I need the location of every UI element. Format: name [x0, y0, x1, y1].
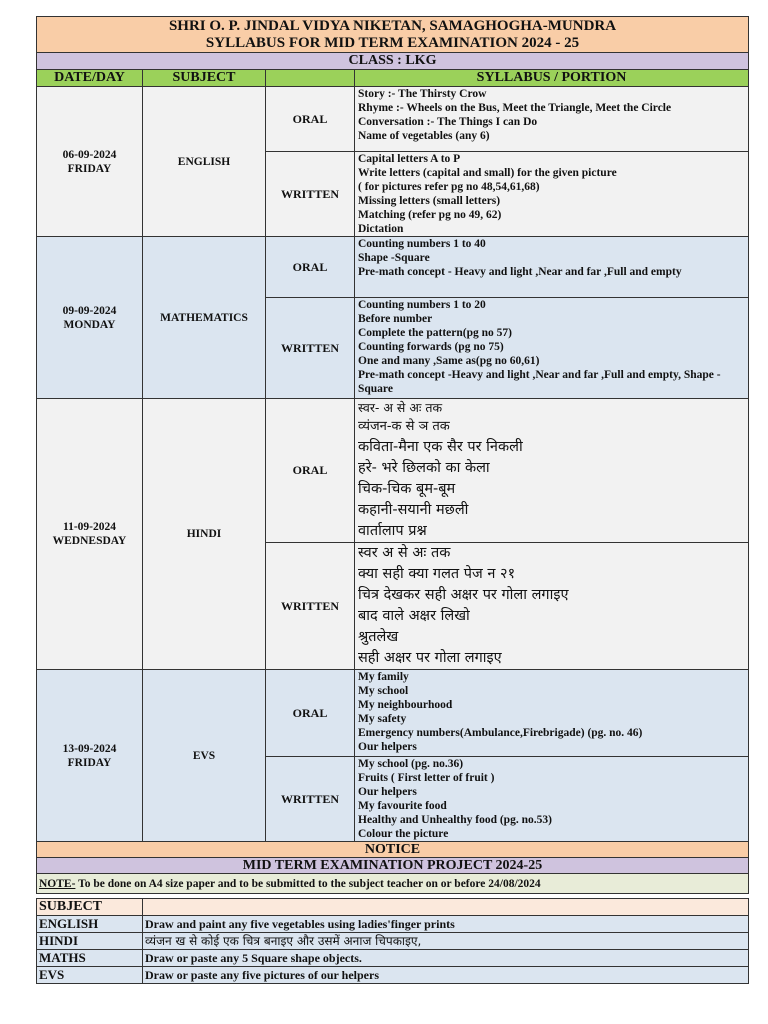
exam-date-cell — [37, 87, 143, 237]
oral-syllabus — [355, 87, 749, 152]
syllabus-line: हरे- भरे छिलको का केला — [358, 460, 490, 476]
syllabus-line: Pre-math concept -Heavy and light ,Near and far ,Full and empty, Shape -Square — [358, 369, 721, 395]
syllabus-line: बाद वाले अक्षर लिखो — [358, 608, 470, 624]
syllabus-line: Fruits ( First letter of fruit ) — [358, 772, 495, 784]
syllabus-sheet — [36, 16, 748, 984]
school-name: SHRI O. P. JINDAL VIDYA NIKETAN, SAMAGHOGHA-MUNDRA — [168, 17, 617, 34]
exam-row-maths-oral — [37, 237, 749, 298]
syllabus-line: Colour the picture — [358, 828, 449, 840]
syllabus-line: स्वर अ से अः तक — [358, 545, 451, 561]
syllabus-line: कविता-मैना एक सैर पर निकली — [358, 439, 523, 455]
syllabus-line: Before number — [358, 313, 433, 325]
syllabus-line: My neighbourhood — [358, 699, 453, 711]
syllabus-line: Name of vegetables (any 6) — [358, 130, 490, 142]
syllabus-line: My safety — [358, 713, 407, 725]
oral-syllabus — [355, 670, 749, 757]
syllabus-line: Rhyme :- Wheels on the Bus, Meet the Triangle, Meet the Circle — [358, 102, 672, 114]
written-label: WRITTEN — [266, 757, 355, 842]
exam-subject: EVS — [143, 670, 266, 842]
exam-subject: ENGLISH — [143, 87, 266, 237]
syllabus-line: Dictation — [358, 223, 404, 235]
syllabus-line: Counting numbers 1 to 40 — [358, 238, 486, 250]
project-subject: EVS — [37, 967, 143, 984]
syllabus-line: ( for pictures refer pg no 48,54,61,68) — [358, 181, 540, 193]
written-syllabus — [355, 298, 749, 399]
exam-day: WEDNESDAY — [52, 535, 127, 547]
exam-date: 09-09-2024 — [62, 304, 117, 317]
oral-label: ORAL — [266, 87, 355, 152]
syllabus-line: Our helpers — [358, 786, 417, 798]
project-subject: HINDI — [37, 933, 143, 950]
oral-syllabus — [355, 399, 749, 543]
syllabus-line: Story :- The Thirsty Crow — [358, 88, 487, 100]
project-table — [36, 898, 749, 984]
written-syllabus — [355, 152, 749, 237]
exam-date: 06-09-2024 — [62, 148, 117, 161]
date-column-header: DATE/DAY — [37, 70, 143, 87]
project-title: MID TERM EXAMINATION PROJECT 2024-25 — [37, 858, 749, 874]
syllabus-line: स्वर- अ से अः तक — [358, 400, 443, 415]
syllabus-table — [36, 16, 749, 894]
exam-day: FRIDAY — [67, 162, 112, 175]
syllabus-line: My school — [358, 685, 409, 697]
oral-label: ORAL — [266, 237, 355, 298]
project-task: व्यंजन ख से कोई एक चित्र बनाइए और उसमें अनाज चिपकाइए, — [143, 933, 749, 950]
type-column-header — [266, 70, 355, 87]
syllabus-line: My favourite food — [358, 800, 447, 812]
exam-row-evs-oral — [37, 670, 749, 757]
project-note — [37, 874, 749, 894]
syllabus-line: Matching (refer pg no 49, 62) — [358, 209, 502, 221]
syllabus-line: Counting forwards (pg no 75) — [358, 341, 504, 353]
exam-day: FRIDAY — [67, 756, 112, 769]
exam-date-cell — [37, 399, 143, 670]
exam-row-hindi-oral — [37, 399, 749, 543]
syllabus-line: Counting numbers 1 to 20 — [358, 299, 486, 311]
notice-heading: NOTICE — [37, 842, 749, 858]
project-subject-header: SUBJECT — [37, 899, 143, 916]
oral-syllabus — [355, 237, 749, 298]
syllabus-line: श्रुतलेख — [358, 629, 399, 645]
syllabus-line: Healthy and Unhealthy food (pg. no.53) — [358, 814, 552, 826]
written-syllabus — [355, 757, 749, 842]
project-subject: ENGLISH — [37, 916, 143, 933]
syllabus-line: व्यंजन-क से ञ तक — [358, 419, 450, 434]
syllabus-line: Complete the pattern(pg no 57) — [358, 327, 512, 339]
syllabus-line: चित्र देखकर सही अक्षर पर गोला लगाइए — [358, 587, 569, 603]
project-row — [37, 950, 749, 967]
exam-day: MONDAY — [63, 318, 116, 331]
written-syllabus — [355, 543, 749, 670]
project-task: Draw and paint any five vegetables using ladies'finger prints — [143, 916, 749, 933]
column-header-row — [37, 70, 749, 87]
syllabus-line: क्या सही क्या गलत पेज न २१ — [358, 566, 516, 582]
syllabus-line: One and many ,Same as(pg no 60,61) — [358, 355, 540, 367]
oral-label: ORAL — [266, 670, 355, 757]
written-label: WRITTEN — [266, 298, 355, 399]
syllabus-line: My school (pg. no.36) — [358, 758, 464, 770]
exam-subject: MATHEMATICS — [143, 237, 266, 399]
document-title: SYLLABUS FOR MID TERM EXAMINATION 2024 - 25 — [205, 34, 580, 51]
project-row — [37, 933, 749, 950]
exam-row-english-oral — [37, 87, 749, 152]
exam-date-cell — [37, 237, 143, 399]
exam-date-cell — [37, 670, 143, 842]
project-row — [37, 916, 749, 933]
syllabus-line: सही अक्षर पर गोला लगाइए — [358, 650, 502, 666]
syllabus-line: Capital letters A to P — [358, 153, 461, 165]
project-row — [37, 967, 749, 984]
syllabus-line: चिक-चिक बूम-बूम — [358, 481, 456, 497]
oral-label: ORAL — [266, 399, 355, 543]
exam-date: 13-09-2024 — [62, 742, 117, 755]
note-label: NOTE- — [39, 877, 76, 890]
syllabus-line: Write letters (capital and small) for the given picture — [358, 167, 617, 179]
syllabus-line: My family — [358, 671, 409, 683]
written-label: WRITTEN — [266, 543, 355, 670]
syllabus-line: वार्तालाप प्रश्न — [358, 523, 427, 539]
syllabus-line: Missing letters (small letters) — [358, 195, 501, 207]
school-header — [37, 17, 749, 53]
project-task: Draw or paste any five pictures of our helpers — [143, 967, 749, 984]
syllabus-line: Pre-math concept - Heavy and light ,Near and far ,Full and empty — [358, 266, 682, 278]
class-label: CLASS : LKG — [37, 53, 749, 70]
exam-date: 11-09-2024 — [62, 521, 117, 533]
project-subject: MATHS — [37, 950, 143, 967]
project-header-row — [37, 899, 749, 916]
syllabus-line: Shape -Square — [358, 252, 430, 264]
note-text: To be done on A4 size paper and to be submitted to the subject teacher on or before 24/08/2024 — [75, 877, 541, 890]
syllabus-line: Conversation :- The Things I can Do — [358, 116, 538, 128]
written-label: WRITTEN — [266, 152, 355, 237]
syllabus-line: Our helpers — [358, 741, 417, 753]
subject-column-header: SUBJECT — [143, 70, 266, 87]
exam-subject: HINDI — [143, 399, 266, 670]
project-task: Draw or paste any 5 Square shape objects. — [143, 950, 749, 967]
syllabus-line: Emergency numbers(Ambulance,Firebrigade) (pg. no. 46) — [358, 727, 643, 739]
syllabus-column-header: SYLLABUS / PORTION — [355, 70, 749, 87]
syllabus-line: कहानी-सयानी मछली — [358, 502, 469, 518]
